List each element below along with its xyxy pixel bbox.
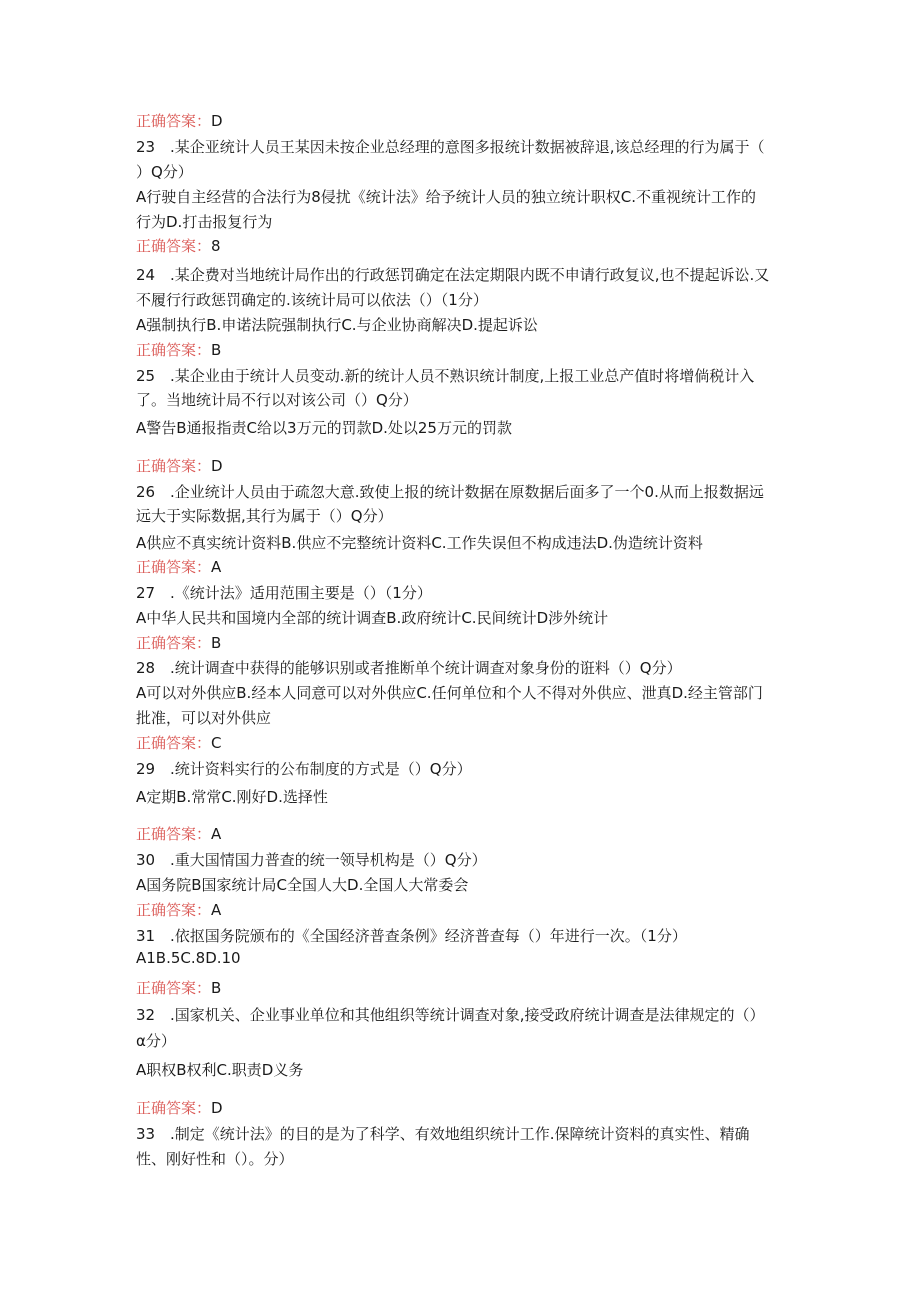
question-number: 27: [136, 584, 156, 602]
question-text-continued: α分）: [136, 1032, 176, 1050]
options-text: A警告B通报指责C给以3万元的罚款D.处以25万元的罚款: [136, 419, 512, 437]
answer-line: 正确答案：A: [136, 825, 222, 843]
options-text-continued: 批准，可以对外供应: [136, 709, 272, 727]
question-number: 33: [136, 1125, 156, 1143]
answer-line: 正确答案：8: [136, 237, 221, 255]
options-text: A职权B权利C.职责D义务: [136, 1061, 304, 1079]
answer-value: A: [211, 558, 222, 576]
question-number: 28: [136, 659, 156, 677]
answer-line: [136, 111, 223, 131]
options-text: A可以对外供应B.经本人同意可以对外供应C.任何单位和个人不得对外供应、泄真D.经主管部门: [136, 684, 763, 702]
question-text-continued: 了。当地统计局不行以对该公司（）Q分）: [136, 391, 418, 409]
answer-value: D: [211, 457, 223, 475]
options-text: A定期B.常常C.刚好D.选择性: [136, 788, 328, 806]
answer-line: 正确答案：C: [136, 734, 222, 752]
question-text-continued: 性、刚好性和（）。分）: [136, 1150, 294, 1168]
question-number: 29: [136, 760, 156, 778]
question-text-continued: 远大于实际数据,其行为属于（）Q分）: [136, 507, 393, 525]
question-text: 23 .某企亚统计人员王某因未按企业总经理的意图多报统计数据被辞退,该总经理的行为属于（: [136, 138, 765, 156]
answer-line: 正确答案：A: [136, 901, 222, 919]
answer-line: 正确答案：D: [136, 1099, 223, 1117]
answer-value: B: [211, 979, 222, 997]
options-text: A行驶自主经营的合法行为8侵扰《统计法》给予统计人员的独立统计职权C.不重视统计工作的: [136, 188, 757, 206]
answer-value: B: [211, 634, 222, 652]
question-number: 31: [136, 927, 156, 945]
answer-value: B: [211, 341, 222, 359]
answer-line: 正确答案：A: [136, 558, 222, 576]
answer-value: A: [211, 825, 222, 843]
options-text: A供应不真实统计资料B.供应不完整统计资料C.工作失误但不构成违法D.伪造统计资料: [136, 534, 703, 552]
options-text: A国务院B国家统计局C全国人大D.全国人大常委会: [136, 876, 469, 894]
question-number: 25: [136, 367, 156, 385]
question-text-continued: 不履行行政惩罚确定的.该统计局可以依法（）（1分）: [136, 291, 488, 309]
answer-line: 正确答案：B: [136, 979, 222, 997]
question-text: 25 .某企业由于统计人员变动.新的统计人员不熟识统计制度,上报工业总产值时将增倘税计入: [136, 367, 755, 385]
answer-value: D: [211, 112, 223, 130]
question-text-continued: ）Q分）: [136, 163, 193, 181]
options-text: A中华人民共和国境内全部的统计调查B.政府统计C.民间统计D涉外统计: [136, 609, 609, 627]
options-text-continued: 行为D.打击报复行为: [136, 213, 273, 231]
question-text: 29 .统计资料实行的公布制度的方式是（）Q分）: [136, 760, 472, 778]
question-text: 24 .某企费对当地统计局作出的行政惩罚确定在法定期限内既不申请行政复议,也不提起诉讼.又: [136, 266, 770, 284]
options-text: A1B.5C.8D.10: [136, 949, 241, 967]
answer-label: 正确答案：: [136, 112, 212, 130]
question-text: 32 .国家机关、企业事业单位和其他组织等统计调查对象,接受政府统计调查是法律规定的（）: [136, 1006, 765, 1024]
answer-line: 正确答案：B: [136, 341, 222, 359]
answer-value: A: [211, 901, 222, 919]
options-text: A强制执行B.申诺法院强制执行C.与企业协商解决D.提起诉讼: [136, 316, 538, 334]
question-text: 26 .企业统计人员由于疏忽大意.致使上报的统计数据在原数据后面多了一个0.从而上报数据远: [136, 483, 764, 501]
question-text: 30 .重大国情国力普查的统一领导机构是（）Q分）: [136, 851, 487, 869]
answer-value: C: [211, 734, 222, 752]
question-text: 28 .统计调查中获得的能够识别或者推断单个统计调查对象身份的诳料（）Q分）: [136, 659, 682, 677]
answer-value: 8: [211, 237, 221, 255]
question-number: 23: [136, 138, 156, 156]
question-number: 26: [136, 483, 156, 501]
question-number: 30: [136, 851, 156, 869]
question-number: 24: [136, 266, 156, 284]
question-text: 27 .《统计法》适用范围主要是（）（1分）: [136, 584, 432, 602]
answer-value: D: [211, 1099, 223, 1117]
question-text: 31 .依抠国务院颁布的《全国经济普查条例》经济普查每（）年进行一次。（1分）: [136, 927, 687, 945]
answer-line: 正确答案：D: [136, 457, 223, 475]
question-number: 32: [136, 1006, 156, 1024]
question-text: 33 .制定《统计法》的目的是为了科学、有效地组织统计工作.保障统计资料的真实性、精确: [136, 1125, 750, 1143]
answer-line: 正确答案：B: [136, 634, 222, 652]
